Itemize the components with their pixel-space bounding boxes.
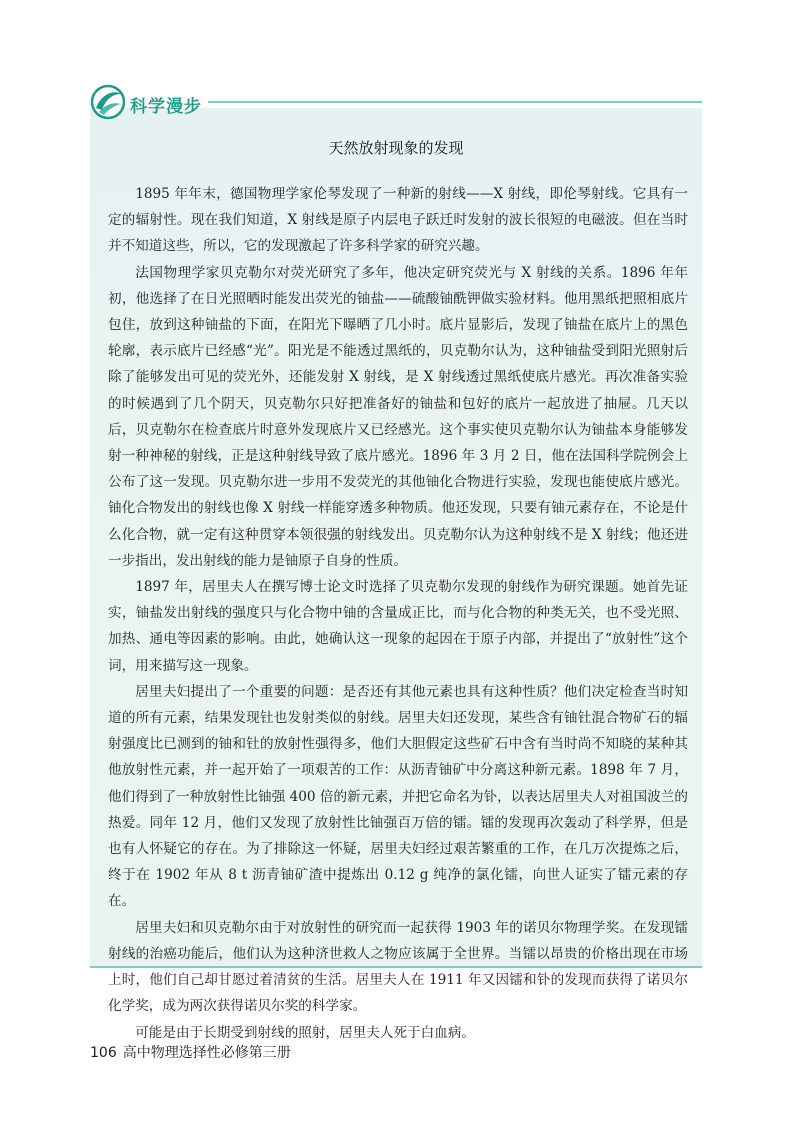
panel-bottom-divider (90, 966, 702, 968)
article-title: 天然放射现象的发现 (328, 139, 464, 157)
paragraph: 1897 年，居里夫人在撰写博士论文时选择了贝克勒尔发现的射线作为研究课题。她首先证实，铀盐发出射线的强度只与化合物中铀的含量成正比，而与化合物的种类无关，也不受光照、加热、通电等因素的影响。由此，她确认这一现象的起因在于原子内部，并提出了“放射性”这个词，用来描写这一现象。 (108, 579, 688, 674)
article-body (108, 181, 688, 1046)
page-footer (90, 1042, 291, 1062)
header-divider (208, 101, 702, 103)
paragraph: 法国物理学家贝克勒尔对荧光研究了多年，他决定研究荧光与 X 射线的关系。1896 年年初，他选择了在日光照晒时能发出荧光的铀盐——硫酸铀酰钾做实验材料。他用黑纸把照相底片包住，放到这种铀盐的下面，在阳光下曝晒了几小时。底片显影后，发现了铀盐在底片上的黑色轮廓，表示底片已经感“光”。阳光是不能透过黑纸的，贝克勒尔认为，这种铀盐受到阳光照射后除了能够发出可见的荧光外，还能发射 X 射线，是 X 射线透过黑纸使底片感光。再次准备实验的时候遇到了几个阴天，贝克勒尔只好把准备好的铀盐和包好的底片一起放进了抽屉。几天以后，贝克勒尔在检查底片时意外发现底片又已经感光。这个事实使贝克勒尔认为铀盐本身能够发射一种神秘的射线，正是这种射线导致了底片感光。1896 年 3 月 2 日，他在法国科学院例会上公布了这一发现。贝克勒尔进一步用不发荧光的其他铀化合物进行实验，发现也能使底片感光。铀化合物发出的射线也像 X 射线一样能穿透多种物质。他还发现，只要有铀元素存在，不论是什么化合物，就一定有这种贯穿本领很强的射线发出。贝克勒尔认为这种射线不是 X 射线；他还进一步指出，发出射线的能力是铀原子自身的性质。 (108, 264, 688, 569)
section-title: 科学漫步 (130, 97, 202, 117)
book-title: 高中物理选择性必修第三册 (122, 1045, 291, 1061)
science-ribbon-icon (90, 84, 126, 120)
paragraph: 居里夫妇和贝克勒尔由于对放射性的研究而一起获得 1903 年的诺贝尔物理学奖。在发现镭射线的治癌功能后，他们认为这种济世救人之物应该属于全世界。当镭以昂贵的价格出现在市场上时，他们自己却甘愿过着清贫的生活。居里夫人在 1911 年又因镭和钋的发现而获得了诺贝尔化学奖，成为两次获得诺贝尔奖的科学家。 (108, 919, 688, 1015)
paragraph: 1895 年年末，德国物理学家伦琴发现了一种新的射线——X 射线，即伦琴射线。它具有一定的辐射性。现在我们知道，X 射线是原子内层电子跃迁时发射的波长很短的电磁波。但在当时并不知道这些，所以，它的发现激起了许多科学家的研究兴趣。 (108, 186, 688, 255)
page-number: 106 (90, 1045, 117, 1061)
paragraph: 可能是由于长期受到射线的照射，居里夫人死于白血病。 (135, 1024, 476, 1041)
section-header (90, 84, 702, 124)
paragraph: 居里夫妇提出了一个重要的问题：是否还有其他元素也具有这种性质？他们决定检查当时知道的所有元素，结果发现钍也发射类似的射线。居里夫妇还发现，某些含有铀钍混合物矿石的辐射强度比已测到的铀和钍的放射性强得多，他们大胆假定这些矿石中含有当时尚不知晓的某种其他放射性元素，并一起开始了一项艰苦的工作：从沥青铀矿中分离这种新元素。1898 年 7 月，他们得到了一种放射性比铀强 400 倍的新元素，并把它命名为钋，以表达居里夫人对祖国波兰的热爱。同年 12 月，他们又发现了放射性比铀强百万倍的镭。镭的发现再次轰动了科学界，但是也有人怀疑它的存在。为了排除这一怀疑，居里夫妇经过艰苦繁重的工作，在几万次提炼之后，终于在 1902 年从 8 t 沥青铀矿渣中提炼出 0.12 g 纯净的氯化镭，向世人证实了镭元素的存在。 (108, 683, 688, 910)
